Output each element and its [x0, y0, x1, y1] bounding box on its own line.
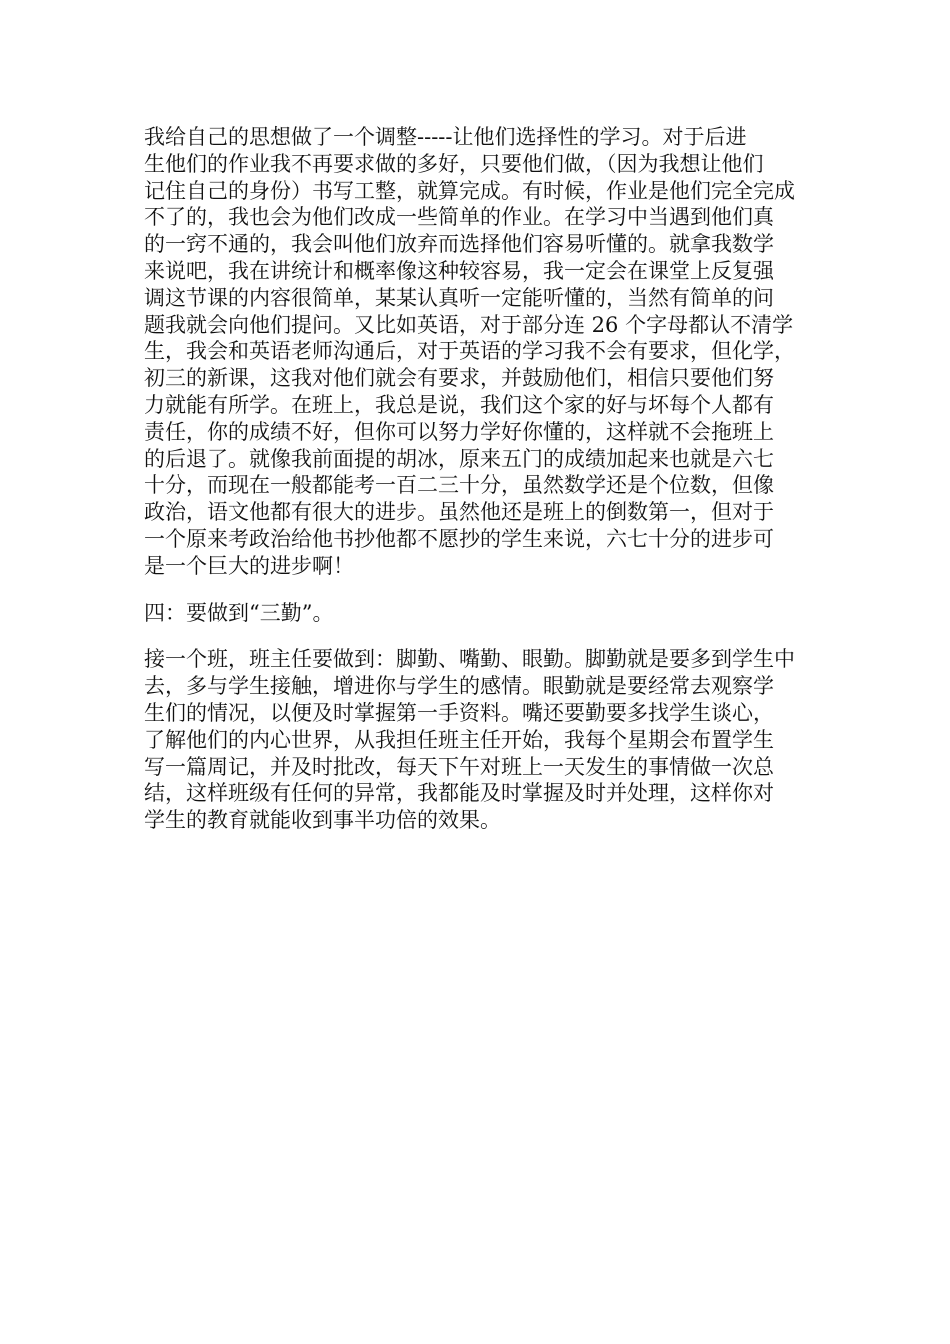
text-line: 写一篇周记，并及时批改，每天下午对班上一天发生的事情做一次总 — [144, 754, 774, 779]
text-line: 一个原来考政治给他书抄他都不愿抄的学生来说，六七十分的进步可 — [144, 526, 774, 551]
text-line: 不了的，我也会为他们改成一些简单的作业。在学习中当遇到他们真 — [144, 205, 774, 230]
paragraph-gap — [144, 626, 814, 646]
text-line: 记住自己的身份）书写工整，就算完成。有时候，作业是他们完全完成 — [144, 178, 795, 203]
text-line: 生们的情况，以便及时掌握第一手资料。嘴还要勤要多找学生谈心， — [144, 700, 774, 725]
text-line: 来说吧，我在讲统计和概率像这种较容易，我一定会在课堂上反复强 — [144, 258, 774, 283]
text-line: 责任，你的成绩不好，但你可以努力学好你懂的，这样就不会拖班上 — [144, 419, 774, 444]
text-line: 了解他们的内心世界，从我担任班主任开始，我每个星期会布置学生 — [144, 727, 774, 752]
text-line: 题我就会向他们提问。又比如英语，对于部分连 26 个字母都认不清学 — [144, 312, 794, 337]
text-line: 生，我会和英语老师沟通后，对于英语的学习我不会有要求，但化学， — [144, 339, 795, 364]
text-line: 初三的新课，这我对他们就会有要求，并鼓励他们，相信只要他们努 — [144, 366, 774, 391]
text-line: 调这节课的内容很简单，某某认真听一定能听懂的，当然有简单的问 — [144, 285, 774, 310]
text-line: 去，多与学生接触，增进你与学生的感情。眼勤就是要经常去观察学 — [144, 674, 774, 699]
document-page — [144, 124, 814, 834]
text-line: 力就能有所学。在班上，我总是说，我们这个家的好与坏每个人都有 — [144, 392, 774, 417]
text-line: 十分，而现在一般都能考一百二三十分，虽然数学还是个位数，但像 — [144, 473, 774, 498]
heading-text: 四：要做到“三勤”。 — [144, 600, 334, 625]
text-line: 是一个巨大的进步啊！ — [144, 553, 354, 578]
text-line: 接一个班，班主任要做到：脚勤、嘴勤、眼勤。脚勤就是要多到学生中 — [144, 647, 795, 672]
text-line: 我给自己的思想做了一个调整-----让他们选择性的学习。对于后进 — [144, 125, 747, 149]
section-heading — [144, 600, 814, 627]
text-line: 生他们的作业我不再要求做的多好，只要他们做，（因为我想让他们 — [144, 151, 764, 176]
paragraph-three-diligences — [144, 646, 814, 834]
paragraph-gap — [144, 580, 814, 600]
paragraph-strategy — [144, 124, 814, 580]
text-line: 学生的教育就能收到事半功倍的效果。 — [144, 808, 501, 833]
text-line: 的后退了。就像我前面提的胡冰，原来五门的成绩加起来也就是六七 — [144, 446, 774, 471]
text-line: 的一窍不通的，我会叫他们放弃而选择他们容易听懂的。就拿我数学 — [144, 232, 774, 257]
text-line: 结，这样班级有任何的异常，我都能及时掌握及时并处理，这样你对 — [144, 781, 774, 806]
text-line: 政治，语文他都有很大的进步。虽然他还是班上的倒数第一，但对于 — [144, 500, 774, 525]
